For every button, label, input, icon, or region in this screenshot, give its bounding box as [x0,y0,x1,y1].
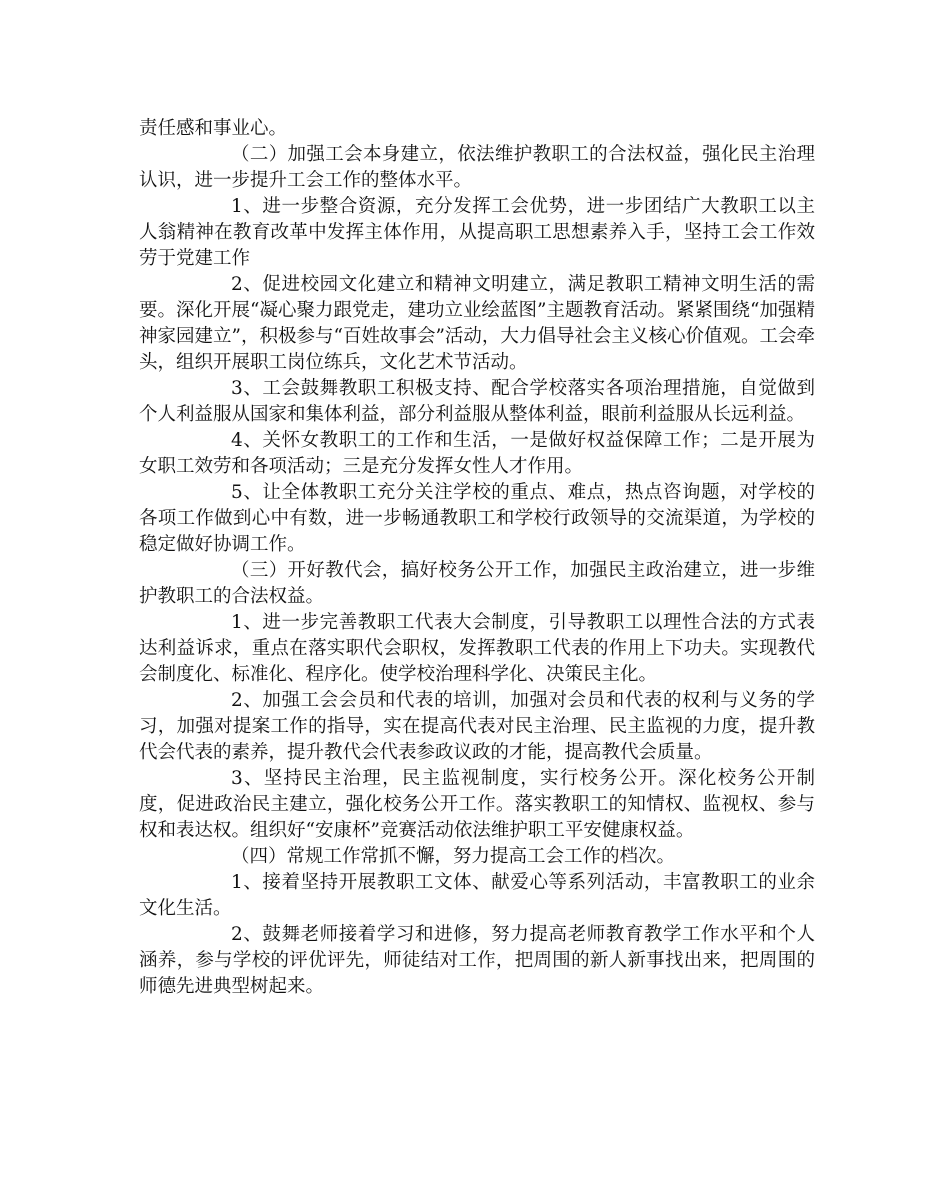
document-body [139,116,815,1000]
paragraph: 1、进一步完善教职工代表大会制度，引导教职工以理性合法的方式表达利益诉求，重点在落实职代会职权，发挥教职工代表的作用上下功夫。实现教代会制度化、标准化、程序化。使学校治理科学化、决策民主化。 [139,612,815,685]
paragraph: 1、接着坚持开展教职工文体、献爱心等系列活动，丰富教职工的业余文化生活。 [139,872,815,919]
paragraph: 2、加强工会会员和代表的培训，加强对会员和代表的权利与义务的学习，加强对提案工作的指导，实在提高代表对民主治理、民主监视的力度，提升教代会代表的素养，提升教代会代表参政议政的才能，提高教代会质量。 [139,690,815,763]
paragraph: 5、让全体教职工充分关注学校的重点、难点，热点咨询题，对学校的各项工作做到心中有数，进一步畅通教职工和学校行政领导的交流渠道，为学校的稳定做好协调工作。 [139,482,815,555]
paragraph: 3、坚持民主治理，民主监视制度，实行校务公开。深化校务公开制度，促进政治民主建立，强化校务公开工作。落实教职工的知情权、监视权、参与权和表达权。组织好“安康杯”竞赛活动依法维护职工平安健康权益。 [139,768,815,841]
paragraph: 1、进一步整合资源，充分发挥工会优势，进一步团结广大教职工以主人翁精神在教育改革中发挥主体作用，从提高职工思想素养入手，坚持工会工作效劳于党建工作 [139,196,815,269]
section-heading: （四）常规工作常抓不懈，努力提高工会工作的档次。 [231,846,676,867]
paragraph: 2、鼓舞老师接着学习和进修，努力提高老师教育教学工作水平和个人涵养，参与学校的评优评先，师徒结对工作，把周围的新人新事找出来，把周围的师德先进典型树起来。 [139,924,815,997]
paragraph: 责任感和事业心。 [139,118,288,139]
paragraph: 2、促进校园文化建立和精神文明建立，满足教职工精神文明生活的需要。深化开展“凝心聚力跟党走，建功立业绘蓝图”主题教育活动。紧紧围绕“加强精神家园建立”，积极参与“百姓故事会”活动，大力倡导社会主义核心价值观。工会牵头，组织开展职工岗位练兵，文化艺术节活动。 [139,274,815,373]
section-heading: （二）加强工会本身建立，依法维护教职工的合法权益，强化民主治理认识，进一步提升工会工作的整体水平。 [139,144,815,191]
paragraph: 4、关怀女教职工的工作和生活，一是做好权益保障工作；二是开展为女职工效劳和各项活动；三是充分发挥女性人才作用。 [139,430,815,477]
section-heading: （三）开好教代会，搞好校务公开工作，加强民主政治建立，进一步维护教职工的合法权益。 [139,560,815,607]
paragraph: 3、工会鼓舞教职工积极支持、配合学校落实各项治理措施，自觉做到个人利益服从国家和集体利益，部分利益服从整体利益，眼前利益服从长远利益。 [139,378,815,425]
